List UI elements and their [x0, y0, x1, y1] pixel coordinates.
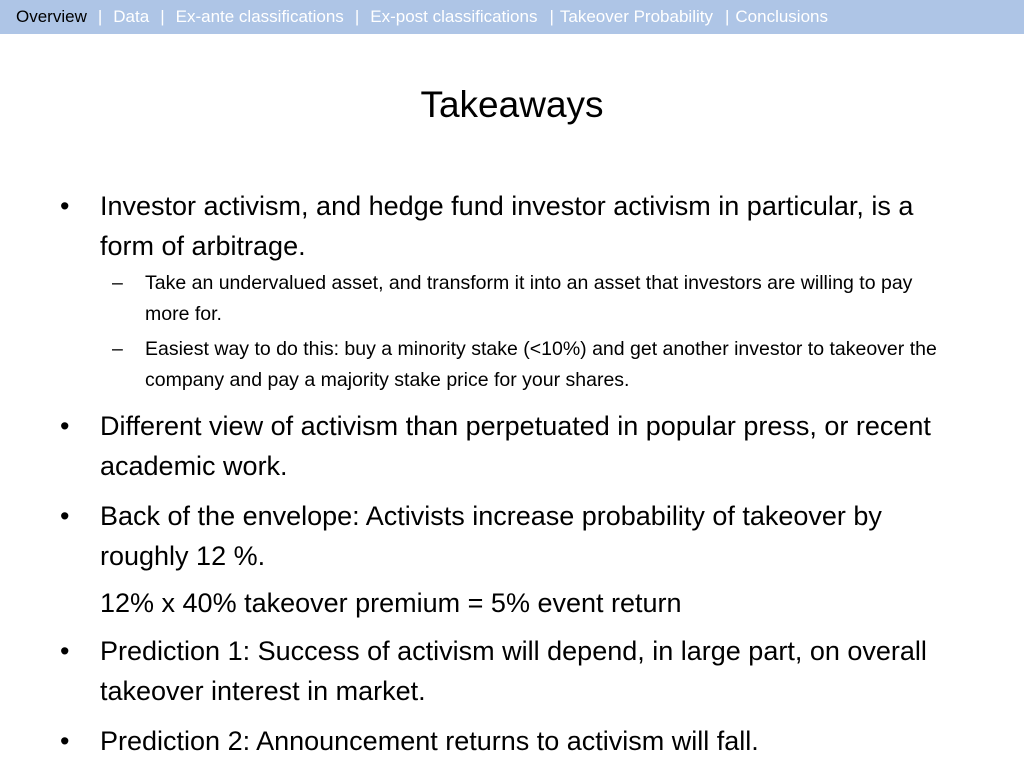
bullet-text: Different view of activism than perpetuated in popular press, or recent academic work.	[100, 411, 931, 481]
bullet-text: Prediction 2: Announcement returns to activism will fall.	[100, 726, 759, 756]
sub-bullet-item	[60, 268, 960, 330]
bullet-item	[60, 186, 960, 266]
nav-separator: |	[354, 7, 360, 26]
bullet-dot: •	[60, 636, 70, 666]
sub-bullet-item	[60, 334, 960, 396]
sub-bullet-dash: –	[112, 338, 123, 360]
nav-tab-overview[interactable]: Overview	[16, 7, 87, 26]
bullet-text: Back of the envelope: Activists increase probability of takeover by roughly 12 %.	[100, 501, 882, 571]
bullet-item	[60, 631, 960, 711]
sub-bullet-text: Take an undervalued asset, and transform it into an asset that investors are willing to pay more for.	[145, 272, 913, 325]
calculation-line: 12% x 40% takeover premium = 5% event return	[100, 588, 682, 618]
nav-tab-data[interactable]: Data	[113, 7, 150, 26]
nav-separator: |	[724, 7, 730, 26]
slide-body	[60, 186, 960, 768]
bullet-dot: •	[60, 501, 70, 531]
nav-tab-ex-ante-classifications[interactable]: Ex-ante classifications	[175, 7, 344, 26]
nav-separator: |	[160, 7, 165, 26]
nav-tab-conclusions[interactable]: Conclusions	[735, 7, 828, 26]
bullet-dot: •	[60, 411, 70, 441]
bullet-text: Prediction 1: Success of activism will depend, in large part, on overall takeover interest in market.	[100, 636, 927, 706]
bullet-item	[60, 496, 960, 576]
bullet-text: Investor activism, and hedge fund investor activism in particular, is a form of arbitrage.	[100, 191, 914, 261]
nav-tab-ex-post-classifications[interactable]: Ex-post classifications	[370, 7, 538, 26]
nav-tab-takeover-probability[interactable]: Takeover Probability	[559, 7, 713, 26]
slide-title: Takeaways	[420, 84, 604, 125]
nav-separator: |	[97, 7, 103, 26]
bullet-item	[60, 721, 960, 761]
section-nav-bar	[0, 0, 1024, 34]
bullet-dot: •	[60, 191, 70, 221]
sub-bullet-text: Easiest way to do this: buy a minority stake (<10%) and get another investor to takeover the company and pay a majority stake price for your shares.	[145, 338, 937, 391]
sub-bullet-dash: –	[112, 272, 123, 294]
bullet-item	[60, 406, 960, 486]
nav-separator: |	[549, 7, 554, 26]
sub-bullet-list	[60, 268, 960, 396]
bullet-dot: •	[60, 726, 70, 756]
